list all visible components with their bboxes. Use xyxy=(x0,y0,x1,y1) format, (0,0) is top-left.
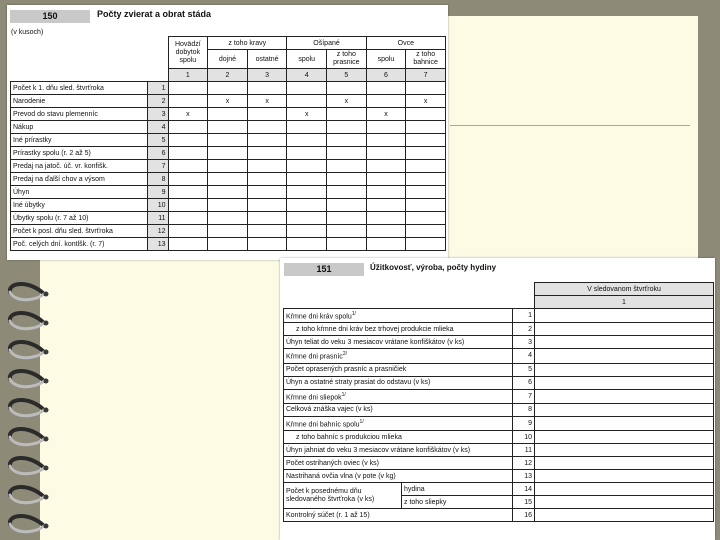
row-number: 15 xyxy=(513,496,535,509)
data-cell[interactable] xyxy=(168,82,208,95)
footnote-mark: 2/ xyxy=(342,351,347,358)
row-label: Predaj na ďalší chov a výsom xyxy=(11,173,148,186)
data-cell[interactable] xyxy=(535,509,714,522)
data-cell[interactable]: x xyxy=(247,95,287,108)
row-number: 7 xyxy=(513,389,535,403)
data-cell[interactable] xyxy=(247,199,287,212)
row-label-text: Úhyn jahniat do veku 3 mesiacov vrátane konfiškátov (v ks) xyxy=(286,446,471,454)
table-row xyxy=(284,349,714,363)
table-row xyxy=(284,376,714,389)
row-number: 9 xyxy=(148,186,168,199)
data-cell[interactable] xyxy=(247,121,287,134)
footnote-mark: 1/ xyxy=(341,391,346,398)
data-cell[interactable] xyxy=(247,212,287,225)
table-row xyxy=(284,416,714,430)
data-cell[interactable] xyxy=(535,403,714,416)
binding-hole-icon xyxy=(44,350,49,355)
table-row xyxy=(284,323,714,336)
data-cell[interactable]: x xyxy=(327,95,367,108)
binding-hole-icon xyxy=(44,466,49,471)
row-number: 3 xyxy=(148,108,168,121)
data-cell[interactable] xyxy=(366,147,406,160)
form-150-table xyxy=(10,36,446,251)
spiral-ring-icon xyxy=(10,292,44,300)
spiral-ring-icon xyxy=(10,321,44,329)
form-151-table xyxy=(283,282,714,522)
row-sublabel-hens: z toho sliepky xyxy=(402,496,513,509)
row-label: Úbytky spolu (r. 7 až 10) xyxy=(11,212,148,225)
row-number: 16 xyxy=(513,509,535,522)
data-cell[interactable] xyxy=(208,212,248,225)
data-cell[interactable] xyxy=(247,147,287,160)
form-title: Úžitkovosť, výroba, počty hydiny xyxy=(370,263,497,272)
data-cell[interactable] xyxy=(208,108,248,121)
data-cell[interactable] xyxy=(327,238,367,251)
data-cell[interactable]: x xyxy=(208,95,248,108)
row-label: Prírastky spolu (r. 2 až 5) xyxy=(11,147,148,160)
table-row xyxy=(11,225,446,238)
table-row xyxy=(284,363,714,376)
data-cell[interactable] xyxy=(287,160,327,173)
column-number: 3 xyxy=(247,69,287,82)
data-cell[interactable] xyxy=(247,238,287,251)
data-cell[interactable] xyxy=(287,173,327,186)
data-cell[interactable] xyxy=(327,121,367,134)
data-cell[interactable] xyxy=(535,483,714,496)
row-number: 10 xyxy=(148,199,168,212)
data-cell[interactable] xyxy=(406,82,446,95)
spiral-ring-icon xyxy=(10,487,44,497)
data-cell[interactable] xyxy=(287,134,327,147)
data-cell[interactable] xyxy=(168,199,208,212)
header-blank xyxy=(284,296,535,309)
data-cell[interactable] xyxy=(535,470,714,483)
binding-hole-icon xyxy=(44,321,49,326)
col-header-sheep: Ovce xyxy=(366,37,445,50)
row-label xyxy=(284,389,513,403)
data-cell[interactable] xyxy=(168,134,208,147)
row-label: Prevod do stavu plemenníc xyxy=(11,108,148,121)
form-150 xyxy=(7,5,448,260)
spiral-ring-icon xyxy=(10,379,44,387)
row-label xyxy=(284,444,513,457)
row-number: 11 xyxy=(513,444,535,457)
data-cell[interactable] xyxy=(208,199,248,212)
header-blank xyxy=(284,283,535,296)
col-header-cows: z toho kravy xyxy=(208,37,287,50)
data-cell[interactable] xyxy=(406,186,446,199)
row-label-poultry: Počet k posednému dňu sledovaného štvrťroka (v ks) xyxy=(284,483,402,509)
spiral-ring-icon xyxy=(10,284,44,294)
data-cell[interactable] xyxy=(168,173,208,186)
table-row xyxy=(284,403,714,416)
data-cell[interactable] xyxy=(208,82,248,95)
col-header-pigs: Ošípané xyxy=(287,37,366,50)
table-row xyxy=(11,186,446,199)
data-cell[interactable] xyxy=(168,147,208,160)
table-row xyxy=(11,82,446,95)
spiral-ring-icon xyxy=(10,516,44,526)
column-number: 1 xyxy=(168,69,208,82)
data-cell[interactable] xyxy=(535,389,714,403)
table-row xyxy=(11,108,446,121)
data-cell[interactable] xyxy=(327,147,367,160)
table-row xyxy=(11,173,446,186)
data-cell[interactable] xyxy=(406,160,446,173)
data-cell[interactable] xyxy=(535,416,714,430)
data-cell[interactable] xyxy=(208,173,248,186)
data-cell[interactable] xyxy=(168,238,208,251)
row-label xyxy=(284,336,513,349)
row-label-text: Úhyn a ostatné straty prasiat do odstavu (v ks) xyxy=(286,379,431,387)
column-number: 5 xyxy=(327,69,367,82)
data-cell[interactable] xyxy=(535,376,714,389)
data-cell[interactable] xyxy=(168,225,208,238)
data-cell[interactable]: x xyxy=(406,95,446,108)
data-cell[interactable] xyxy=(366,199,406,212)
data-cell[interactable] xyxy=(287,82,327,95)
data-cell[interactable]: x xyxy=(366,108,406,121)
table-row xyxy=(284,483,714,496)
column-number: 7 xyxy=(406,69,446,82)
row-number: 12 xyxy=(513,457,535,470)
row-label-text: Úhyn teliat do veku 3 mesiacov vrátane konfiškátov (v ks) xyxy=(286,338,465,346)
spiral-ring-icon xyxy=(10,350,44,358)
data-cell[interactable] xyxy=(327,82,367,95)
row-number: 6 xyxy=(513,376,535,389)
header-blank xyxy=(11,69,169,82)
data-cell[interactable] xyxy=(366,82,406,95)
data-cell[interactable] xyxy=(327,108,367,121)
row-label-text: Kŕmne dni kráv spolu xyxy=(286,313,352,321)
data-cell[interactable] xyxy=(208,160,248,173)
footnote-mark: 1/ xyxy=(359,418,364,425)
binding-hole-icon xyxy=(44,495,49,500)
data-cell[interactable] xyxy=(535,457,714,470)
data-cell[interactable] xyxy=(287,225,327,238)
row-label-text: Počet ostrihaných oviec (v ks) xyxy=(286,459,379,467)
data-cell[interactable] xyxy=(406,212,446,225)
row-label-text: Počet oprasených prasníc a prasničiek xyxy=(286,366,407,374)
row-label xyxy=(284,431,513,444)
row-number: 2 xyxy=(148,95,168,108)
row-label xyxy=(284,323,513,336)
data-cell[interactable] xyxy=(366,160,406,173)
form-number: 150 xyxy=(10,10,90,23)
data-cell[interactable] xyxy=(535,323,714,336)
data-cell[interactable] xyxy=(247,225,287,238)
row-label xyxy=(284,403,513,416)
data-cell[interactable] xyxy=(406,147,446,160)
table-row xyxy=(284,470,714,483)
row-number: 4 xyxy=(148,121,168,134)
spiral-ring-icon xyxy=(10,400,44,410)
table-row xyxy=(11,212,446,225)
binding-hole-icon xyxy=(44,524,49,529)
table-row xyxy=(284,309,714,323)
row-number: 10 xyxy=(513,431,535,444)
table-row xyxy=(11,238,446,251)
data-cell[interactable] xyxy=(535,496,714,509)
row-number: 9 xyxy=(513,416,535,430)
row-number: 5 xyxy=(513,363,535,376)
data-cell[interactable] xyxy=(406,225,446,238)
data-cell[interactable] xyxy=(327,199,367,212)
data-cell[interactable] xyxy=(406,173,446,186)
row-number: 12 xyxy=(148,225,168,238)
col-header-pigs-total: spolu xyxy=(287,50,327,69)
row-number: 5 xyxy=(148,134,168,147)
column-number: 4 xyxy=(287,69,327,82)
spiral-ring-icon xyxy=(10,458,44,468)
row-number: 1 xyxy=(148,82,168,95)
form-151 xyxy=(280,258,715,540)
col-header-other: ostatné xyxy=(247,50,287,69)
row-label-text: Kŕmne dni sliepok xyxy=(286,393,342,401)
data-cell[interactable] xyxy=(327,225,367,238)
form-title: Počty zvierat a obrat stáda xyxy=(97,9,212,19)
row-number: 3 xyxy=(513,336,535,349)
data-cell[interactable] xyxy=(535,444,714,457)
spiral-ring-icon xyxy=(10,437,44,445)
data-cell[interactable] xyxy=(366,238,406,251)
data-cell[interactable] xyxy=(535,349,714,363)
data-cell[interactable] xyxy=(327,134,367,147)
table-row xyxy=(284,336,714,349)
binding-hole-icon xyxy=(44,408,49,413)
row-number: 13 xyxy=(148,238,168,251)
units-note: (v kusoch) xyxy=(11,29,44,36)
row-label xyxy=(284,363,513,376)
row-label: Predaj na jatoč. úč. vr. konfišk. xyxy=(11,160,148,173)
header-blank xyxy=(11,37,169,69)
spiral-ring-icon xyxy=(10,429,44,439)
row-number: 4 xyxy=(513,349,535,363)
row-number: 11 xyxy=(148,212,168,225)
row-sublabel-poultry: hydina xyxy=(402,483,513,496)
data-cell[interactable] xyxy=(247,134,287,147)
row-label: Poč. celých dní. kontlšk. (r. 7) xyxy=(11,238,148,251)
row-label: Narodenie xyxy=(11,95,148,108)
table-row xyxy=(11,160,446,173)
data-cell[interactable] xyxy=(406,134,446,147)
column-number: 2 xyxy=(208,69,248,82)
row-label: Počet k posl. dňu sled. štvrťroka xyxy=(11,225,148,238)
row-label xyxy=(284,457,513,470)
table-row xyxy=(284,389,714,403)
spiral-ring-icon xyxy=(10,313,44,323)
table-row xyxy=(284,457,714,470)
data-cell[interactable] xyxy=(168,121,208,134)
row-label-text: z toho kŕmne dni kráv bez trhovej produkcie mlieka xyxy=(296,325,454,333)
row-label xyxy=(284,376,513,389)
data-cell[interactable] xyxy=(287,121,327,134)
row-label xyxy=(284,416,513,430)
row-number: 7 xyxy=(148,160,168,173)
col-header-ewes: z toho bahnice xyxy=(406,50,446,69)
row-label xyxy=(284,309,513,323)
data-cell[interactable] xyxy=(168,160,208,173)
data-cell[interactable] xyxy=(406,199,446,212)
row-label: Úhyn xyxy=(11,186,148,199)
data-cell[interactable] xyxy=(247,173,287,186)
data-cell[interactable] xyxy=(287,212,327,225)
row-number: 8 xyxy=(148,173,168,186)
data-cell[interactable] xyxy=(366,173,406,186)
data-cell[interactable] xyxy=(208,134,248,147)
data-cell[interactable] xyxy=(366,121,406,134)
data-cell[interactable] xyxy=(168,186,208,199)
col-header-quarter: V sledovanom štvrťroku xyxy=(535,283,714,296)
data-cell[interactable] xyxy=(168,212,208,225)
column-number: 6 xyxy=(366,69,406,82)
row-label-text: z toho bahníc s produkciou mlieka xyxy=(296,433,402,441)
row-number: 14 xyxy=(513,483,535,496)
data-cell[interactable] xyxy=(535,431,714,444)
data-cell[interactable] xyxy=(535,336,714,349)
data-cell[interactable] xyxy=(208,238,248,251)
table-row xyxy=(11,147,446,160)
row-number: 13 xyxy=(513,470,535,483)
data-cell[interactable] xyxy=(406,108,446,121)
table-row xyxy=(11,95,446,108)
row-label xyxy=(284,470,513,483)
row-label-text: Kŕmne dni prasníc xyxy=(286,353,343,361)
spiral-ring-icon xyxy=(10,408,44,416)
table-row xyxy=(11,134,446,147)
row-label-text: Kŕmne dni bahníc spolu xyxy=(286,421,360,429)
data-cell[interactable] xyxy=(247,108,287,121)
data-cell[interactable] xyxy=(287,186,327,199)
spiral-ring-icon xyxy=(10,466,44,474)
data-cell[interactable] xyxy=(366,186,406,199)
data-cell[interactable] xyxy=(327,212,367,225)
form-number: 151 xyxy=(284,263,364,276)
row-label: Počet k 1. dňu sled. štvrťroka xyxy=(11,82,148,95)
data-cell[interactable] xyxy=(287,147,327,160)
data-cell[interactable] xyxy=(247,160,287,173)
col-header-sows: z toho prasnice xyxy=(327,50,367,69)
data-cell[interactable] xyxy=(366,134,406,147)
data-cell[interactable] xyxy=(366,95,406,108)
column-number: 1 xyxy=(535,296,714,309)
data-cell[interactable] xyxy=(327,186,367,199)
data-cell[interactable] xyxy=(406,121,446,134)
row-label xyxy=(284,349,513,363)
table-row xyxy=(11,121,446,134)
data-cell[interactable] xyxy=(366,225,406,238)
data-cell[interactable] xyxy=(287,238,327,251)
data-cell[interactable]: x xyxy=(168,108,208,121)
data-cell[interactable] xyxy=(208,121,248,134)
spiral-ring-icon xyxy=(10,495,44,503)
data-cell[interactable] xyxy=(247,186,287,199)
data-cell[interactable] xyxy=(535,309,714,323)
table-row xyxy=(284,444,714,457)
table-row xyxy=(284,509,714,522)
data-cell[interactable] xyxy=(287,199,327,212)
data-cell[interactable] xyxy=(287,95,327,108)
row-number: 1 xyxy=(513,309,535,323)
data-cell[interactable] xyxy=(327,160,367,173)
row-label: Iné prírastky xyxy=(11,134,148,147)
col-header-dairy: dojné xyxy=(208,50,248,69)
col-header-cattle: Hovädzí dobytok spolu xyxy=(168,37,208,69)
spiral-ring-icon xyxy=(10,371,44,381)
binding-hole-icon xyxy=(44,292,49,297)
binding-hole-icon xyxy=(44,437,49,442)
data-cell[interactable] xyxy=(208,186,248,199)
footnote-mark: 1/ xyxy=(351,311,356,317)
row-label-text: Celková znáška vajec (v ks) xyxy=(286,406,373,414)
data-cell[interactable] xyxy=(366,212,406,225)
data-cell[interactable] xyxy=(327,173,367,186)
data-cell[interactable] xyxy=(208,147,248,160)
table-row xyxy=(11,199,446,212)
data-cell[interactable]: x xyxy=(287,108,327,121)
row-label-total: Kontrolný súčet (r. 1 až 15) xyxy=(284,509,513,522)
row-number: 6 xyxy=(148,147,168,160)
data-cell[interactable] xyxy=(168,95,208,108)
row-label-text: Nastrihaná ovčia vlna (v pote (v kg) xyxy=(286,472,396,480)
data-cell[interactable] xyxy=(406,238,446,251)
table-row xyxy=(284,431,714,444)
data-cell[interactable] xyxy=(535,363,714,376)
data-cell[interactable] xyxy=(247,82,287,95)
spiral-ring-icon xyxy=(10,342,44,352)
row-number: 8 xyxy=(513,403,535,416)
binding-hole-icon xyxy=(44,379,49,384)
row-number: 2 xyxy=(513,323,535,336)
page-rule-line xyxy=(450,125,690,126)
data-cell[interactable] xyxy=(208,225,248,238)
row-label: Iné úbytky xyxy=(11,199,148,212)
spiral-ring-icon xyxy=(10,524,44,532)
col-header-sheep-total: spolu xyxy=(366,50,406,69)
row-label: Nákup xyxy=(11,121,148,134)
